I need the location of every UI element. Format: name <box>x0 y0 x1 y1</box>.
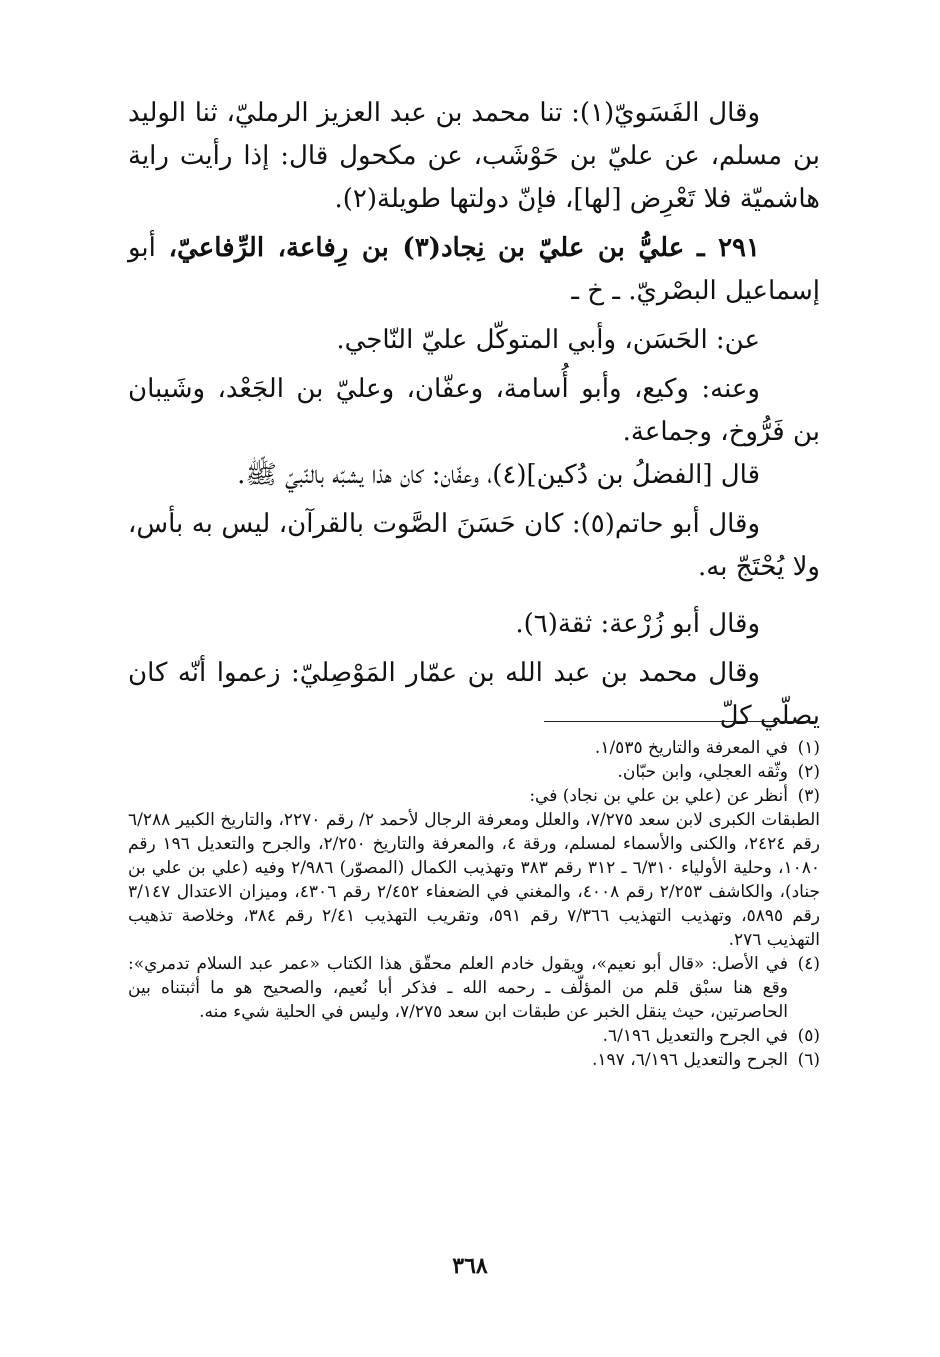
footnote-number: (٣) <box>797 786 820 806</box>
footnote-divider <box>544 721 814 722</box>
footnote-text: وثّقه العجلي، وابن حبّان. <box>617 762 788 782</box>
footnote-text: في الأصل: «قال أبو نعيم»، ويقول خادم العلم محقّق هذا الكتاب «عمر عبد السلام تدمري»: وقع هنا سبْق قلم من المؤلّف ـ رحمه الله ـ فذكر أبا نُعيم، والصحيح هو ما أثبتناه بين الحاصرتين، حيث ينقل الخبر عن طبقات ابن سعد ٧/٢٧٥، وليس في الحلية شيء منه. <box>128 954 788 1022</box>
paragraph-fadl: قال [الفضلُ بن دُكين](٤)، وعفّان: كان هذا يشبّه بالنّبيّ ﷺ. <box>237 460 760 490</box>
footnote-3 <box>128 784 820 808</box>
paragraph-fasawi: وقال الفَسَويّ(١): تنا محمد بن عبد العزيز الرمليّ، ثنا الوليد بن مسلم، عن عليّ بن حَوْشَب، عن مكحول قال: إذا رأيت راية هاشميّة فلا تَعْرِض [لها]، فإنّ دولتها طويلة(٢). <box>128 98 820 214</box>
footnote-text: الطبقات الكبرى لابن سعد ٧/٢٧٥، والعلل ومعرفة الرجال لأحمد ٢/ رقم ٢٢٧٠، والتاريخ الكبير ٦/٢٨٨ رقم ٢٤٢٤، والكنى والأسماء لمسلم، ورقة ٤، والمعرفة والتاريخ ٢/٢٥٠، والجرح والتعديل ١٩٦ رقم ١٠٨٠، وحلية الأولياء ٦/٣١٠ ـ ٣١٢ رقم ٣٨٣ وتهذيب الكمال (المصوّر) ٢/٩٨٦ وفيه (علي بن علي بن جناد)، والكاشف ٢/٢٥٣ رقم ٤٠٠٨، والمغني في الضعفاء ٢/٤٥٢ رقم ٤٣٠٦، وميزان الاعتدال ٣/١٤٧ رقم ٥٨٩٥، وتهذيب التهذيب ٧/٣٦٦ رقم ٥٩١، وتقريب التهذيب ٢/٤١ رقم ٣٨٤، وخلاصة تذهيب التهذيب ٢٧٦. <box>128 810 820 950</box>
footnote-number: (٥) <box>797 1026 820 1046</box>
paragraph-abu-zura: وقال أبو زُرْعة: ثقة(٦). <box>515 609 760 639</box>
footnote-6 <box>128 1048 820 1072</box>
footnote-3-sources <box>128 808 820 952</box>
footnote-number: (٤) <box>797 954 820 974</box>
footnotes <box>128 736 820 1072</box>
footnote-number: (١) <box>797 738 820 758</box>
entry-number: ٢٩١ ـ <box>696 233 760 263</box>
main-text <box>128 92 820 738</box>
footnote-1 <box>128 736 820 760</box>
page-number: ٣٦٨ <box>452 1253 488 1279</box>
paragraph-mawsili: وقال محمد بن عبد الله بن عمّار المَوْصِليّ: زعموا أنّه كان يصلّي كلّ <box>128 658 820 731</box>
paragraph-abu-hatim: وقال أبو حاتم(٥): كان حَسَنَ الصَّوت بالقرآن، ليس به بأس، ولا يُحْتَجّ به. <box>128 509 820 582</box>
entry-heading <box>128 227 820 313</box>
footnote-text: في الجرح والتعديل ٦/١٩٦. <box>602 1026 788 1046</box>
footnote-2 <box>128 760 820 784</box>
entry-rest: أبو إسماعيل البصْريّ. ـ خ ـ <box>128 233 820 306</box>
paragraph-an: عن: الحَسَن، وأبي المتوكّل عليّ النّاجي. <box>336 325 760 355</box>
footnote-text: الجرح والتعديل ٦/١٩٦، ١٩٧. <box>592 1050 788 1070</box>
footnote-number: (٢) <box>797 762 820 782</box>
footnote-text: أنظر عن (علي بن علي بن نجاد) في: <box>529 786 788 806</box>
entry-name: عليُّ بن عليّ بن نِجاد(٣) بن رِفاعة، الرِّفاعيّ، <box>168 233 685 263</box>
paragraph-wanhu: وعنه: وكيع، وأبو أُسامة، وعفّان، وعليّ بن الجَعْد، وشَيبان بن فَرُّوخ، وجماعة. <box>128 374 820 447</box>
footnote-number: (٦) <box>797 1050 820 1070</box>
footnote-5 <box>128 1024 820 1048</box>
footnote-4 <box>128 952 820 1024</box>
footnote-text: في المعرفة والتاريخ ١/٥٣٥. <box>594 738 788 758</box>
